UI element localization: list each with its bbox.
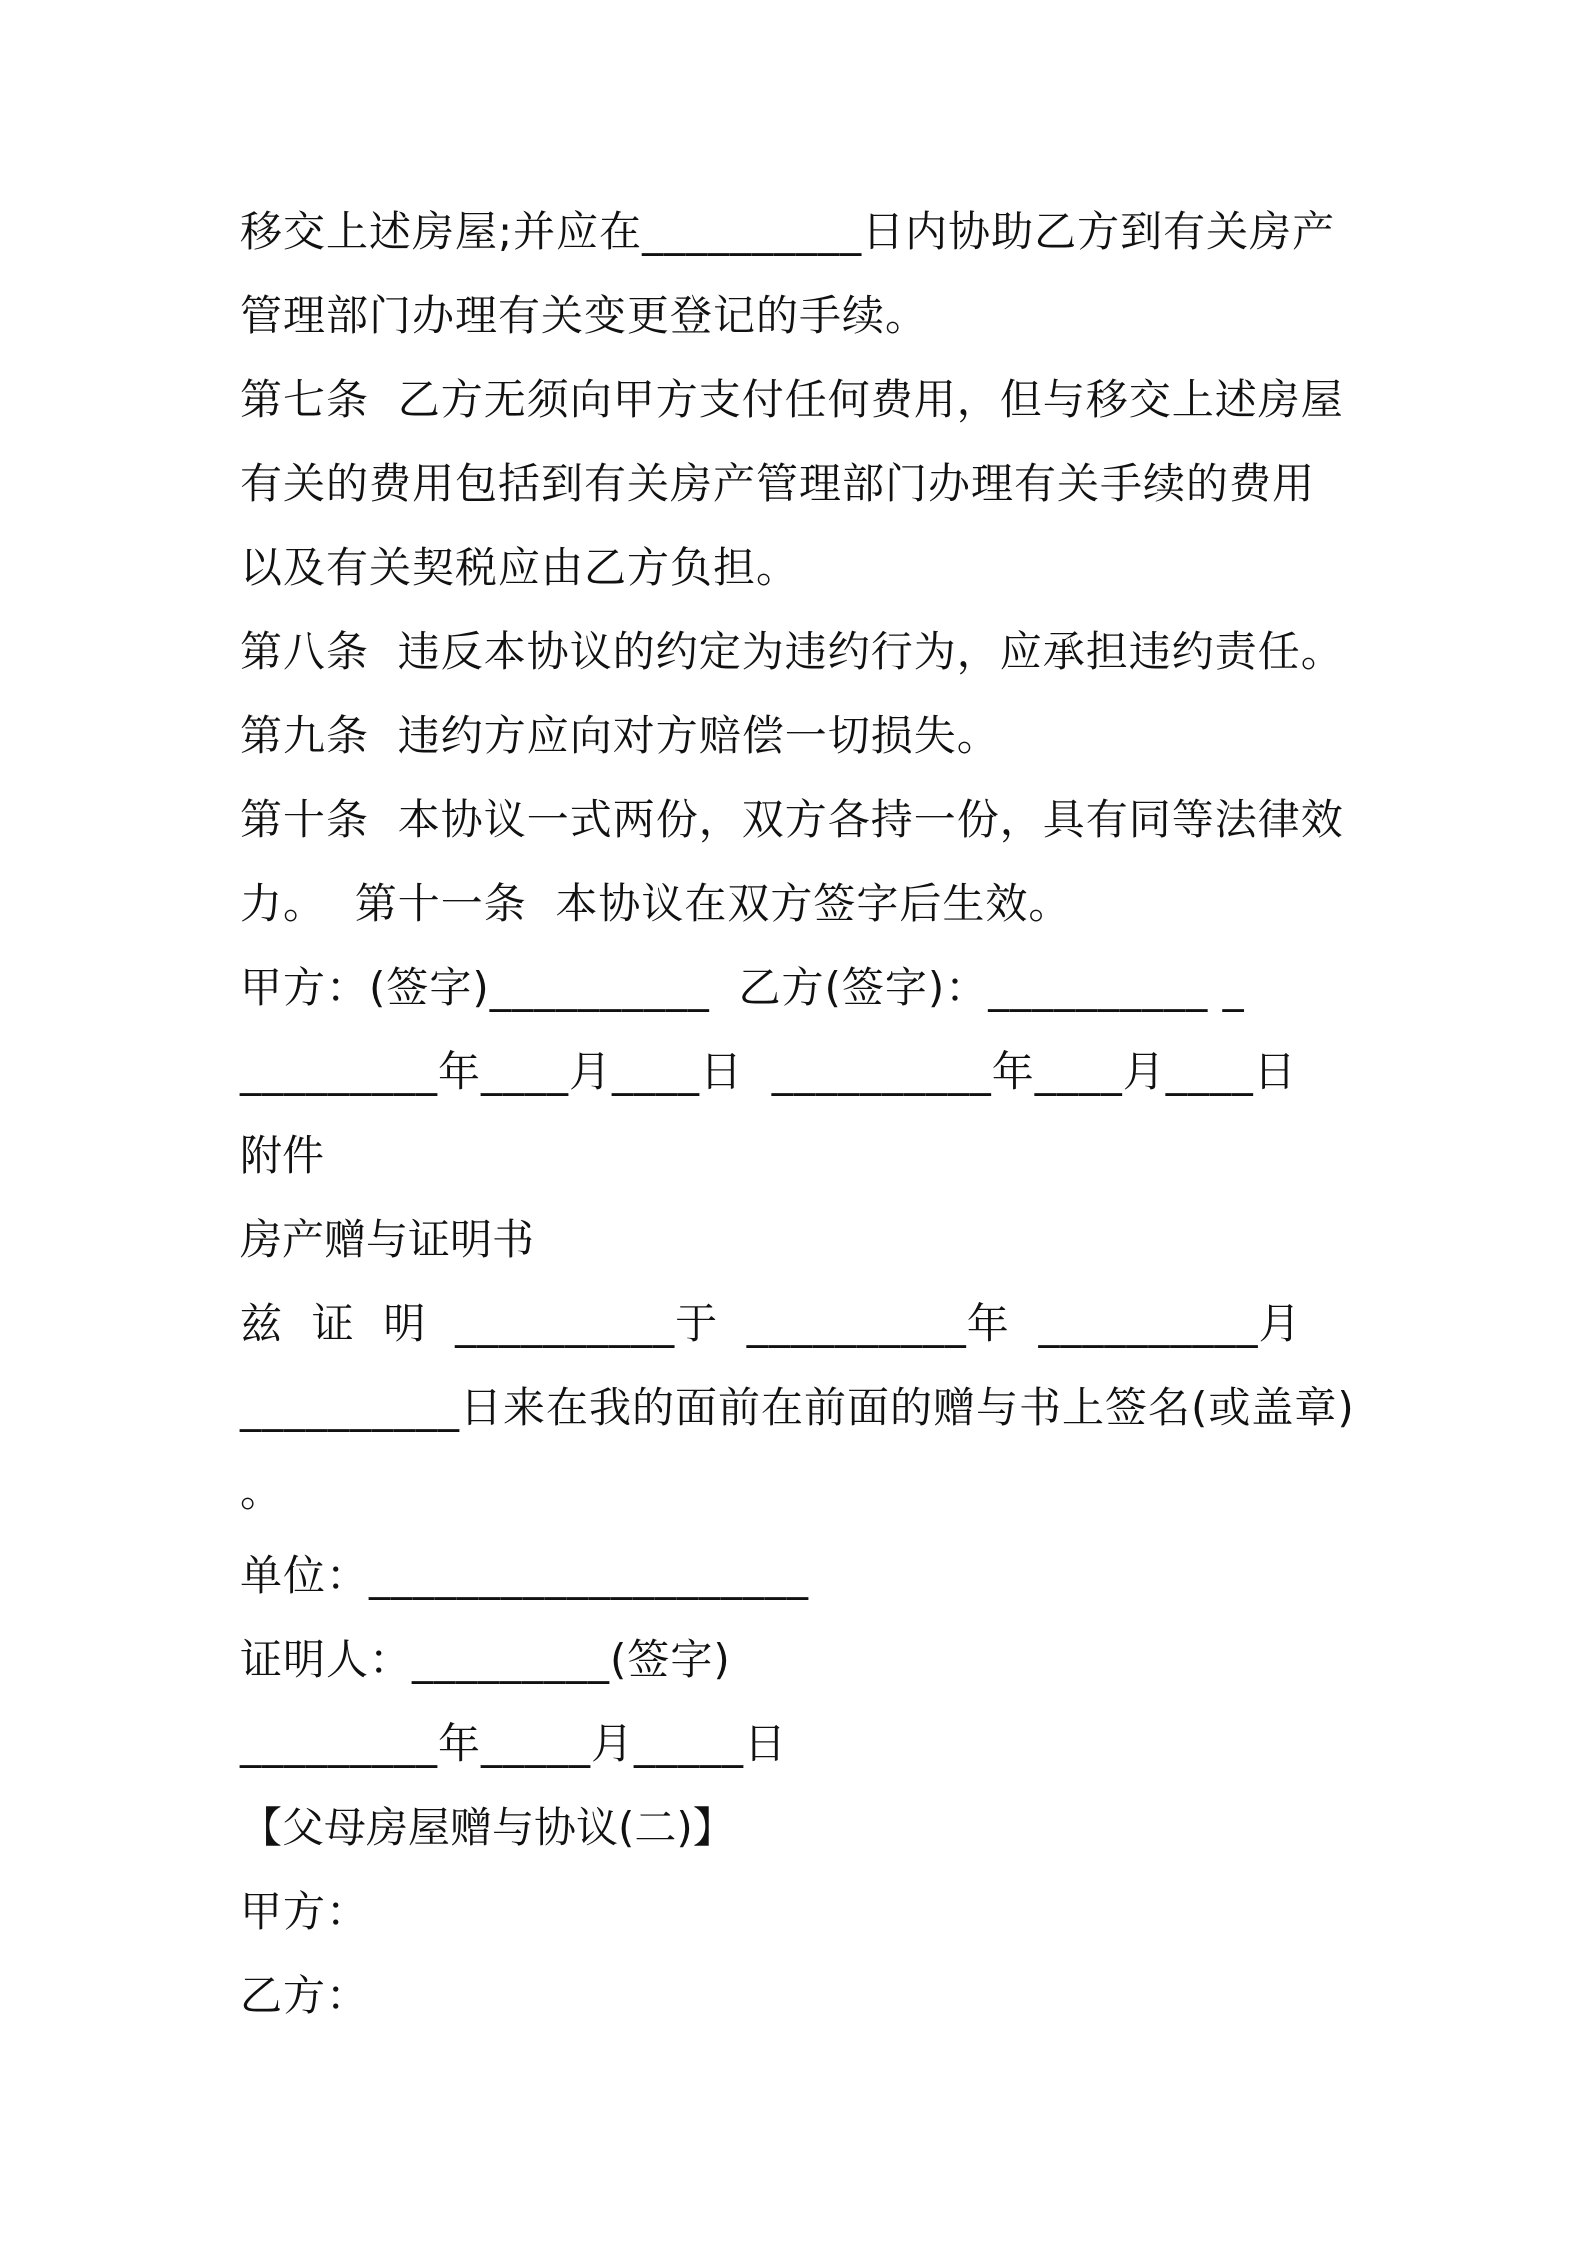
agreement-two-title: 【父母房屋赠与协议(二)】 [240, 1803, 735, 1852]
attachment-heading: 附件 [240, 1131, 325, 1180]
certificate-line-3: 。 [240, 1467, 284, 1516]
document-page [240, 190, 1360, 2038]
article-10-11-line: 力。 第十一条 本协议在双方签字后生效。 [240, 879, 1072, 928]
witness-date-line: _________年_____月_____日 [240, 1719, 788, 1768]
article-8: 第八条 违反本协议的约定为违约行为，应承担违约责任。 [240, 627, 1344, 676]
article-10-line-1: 第十条 本协议一式两份，双方各持一份，具有同等法律效 [240, 795, 1344, 844]
article-7-line-3: 以及有关契税应由乙方负担。 [240, 543, 800, 592]
signature-date-line: _________年____月____日 __________年____月____日 [240, 1047, 1297, 1096]
witness-line: 证明人：_________(签字) [240, 1635, 731, 1684]
certificate-title: 房产赠与证明书 [240, 1215, 535, 1264]
article-9: 第九条 违约方应向对方赔偿一切损失。 [240, 711, 1000, 760]
signature-line: 甲方：(签字)__________ 乙方(签字)：__________ _ [240, 963, 1245, 1012]
unit-line: 单位：____________________ [240, 1551, 810, 1600]
certificate-line-1: 兹 证 明 __________于 __________年 __________月 [240, 1299, 1302, 1348]
article-7-line-2: 有关的费用包括到有关房产管理部门办理有关手续的费用 [240, 459, 1316, 508]
party-b-line: 乙方： [240, 1971, 370, 2020]
certificate-line-2: __________日来在我的面前在前面的赠与书上签名(或盖章) [240, 1383, 1355, 1432]
party-a-line: 甲方： [240, 1887, 370, 1936]
text-line-2: 管理部门办理有关变更登记的手续。 [240, 291, 929, 340]
text-line-1: 移交上述房屋;并应在__________日内协助乙方到有关房产 [240, 207, 1336, 256]
article-7-line-1: 第七条 乙方无须向甲方支付任何费用，但与移交上述房屋 [240, 375, 1344, 424]
